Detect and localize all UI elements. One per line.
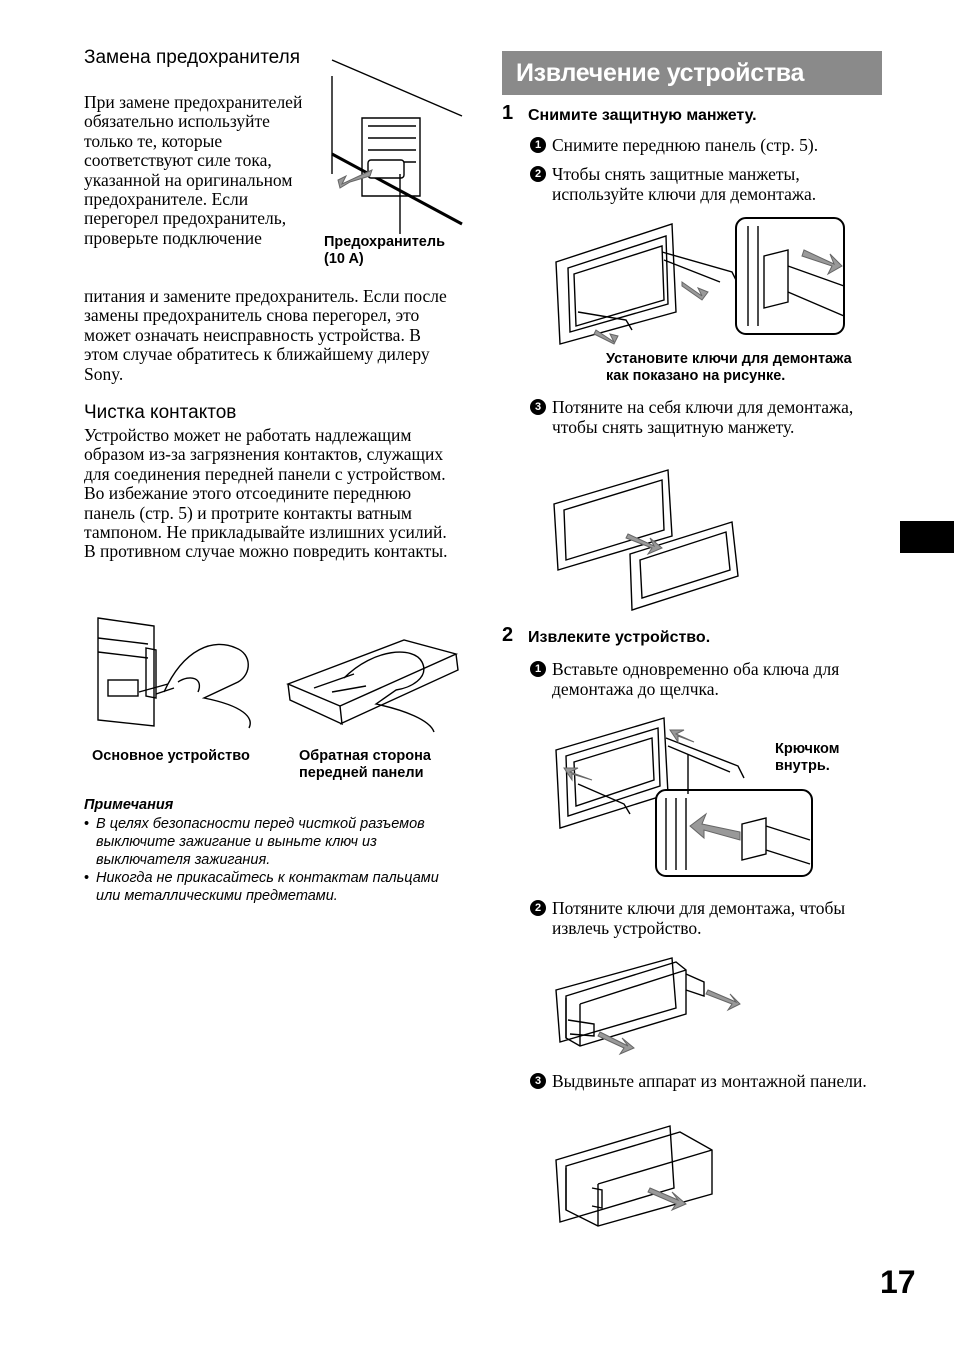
step2-sub2-number: 2 — [530, 900, 546, 916]
step1-sub3 — [530, 397, 875, 437]
notes-title: Примечания — [84, 797, 174, 813]
slide-out-unit-illustration — [552, 1124, 722, 1226]
step1-number: 1 — [502, 102, 514, 124]
section-tab — [900, 521, 954, 553]
step2-sub2-text: Потяните ключи для демонтажа, чтобы извлечь устройство. — [552, 898, 846, 938]
notes-item-2-text: Никогда не прикасайтесь к контактам пальцами или металлическими предметами. — [96, 870, 439, 904]
step1-sub1-text: Снимите переднюю панель (стр. 5). — [552, 135, 819, 155]
step1-sub3-number: 3 — [530, 399, 546, 415]
step1-sub2 — [530, 164, 880, 204]
hook-caption-2: внутрь. — [775, 758, 830, 774]
notes-item-1-text: В целях безопасности перед чисткой разъемов выключите зажигание и выньте ключ из выключателя зажигания. — [96, 816, 425, 868]
keys-insert-illustration — [552, 216, 852, 346]
front-panel-back-caption-2: передней панели — [299, 765, 424, 781]
contacts-heading: Чистка контактов — [84, 402, 237, 423]
step2-number: 2 — [502, 624, 514, 646]
keys-caption-2: как показано на рисунке. — [606, 368, 786, 384]
hook-caption-1: Крючком — [775, 741, 840, 757]
step1-sub1-number: 1 — [530, 137, 546, 153]
step2-sub3 — [530, 1071, 875, 1091]
notes-item-1: • В целях безопасности перед чисткой разъемов выключите зажигание и выньте ключ из выключателя зажигания. — [84, 815, 464, 869]
step1-sub3-text: Потяните на себя ключи для демонтажа, чтобы снять защитную манжету. — [552, 397, 854, 437]
fuse-caption-1: Предохранитель — [324, 234, 445, 250]
step1-sub2-number: 2 — [530, 166, 546, 182]
page-number: 17 — [880, 1264, 916, 1300]
step2-sub3-text: Выдвиньте аппарат из монтажной панели. — [552, 1071, 867, 1091]
fuse-heading: Замена предохранителя — [84, 47, 300, 68]
step2-sub1-text: Вставьте одновременно оба ключа для демонтажа до щелчка. — [552, 659, 840, 699]
fuse-illustration — [320, 56, 470, 236]
step2-sub1 — [530, 659, 875, 699]
notes-item-2: • Никогда не прикасайтесь к контактам пальцами или металлическими предметами. — [84, 869, 464, 905]
main-unit-caption: Основное устройство — [92, 748, 250, 764]
step1-title: Снимите защитную манжету. — [528, 107, 757, 124]
fuse-caption-2: (10 A) — [324, 251, 364, 267]
front-panel-back-caption-1: Обратная сторона — [299, 748, 431, 764]
step2-sub1-number: 1 — [530, 661, 546, 677]
keys-caption-1: Установите ключи для демонтажа — [606, 351, 852, 367]
front-panel-back-cleaning-illustration — [284, 628, 464, 733]
fuse-paragraph-narrow: При замене предохранителей обязательно используйте только те, которые соответствуют силе тока, указанной на оригинальном предохранителе. Если перегорел предохранитель, проверьте подключение — [84, 92, 303, 248]
contacts-paragraph: Устройство может не работать надлежащим образом из-за загрязнения контактов, служащих для соединения передней панели с устройством. Во избежание этого отсоедините переднюю панель (стр. 5) и протрите контакты ватным тампоном. Не прикладывайте излишних усилий. В противном случае можно повредить контакты. — [84, 425, 448, 562]
sleeve-removal-illustration — [550, 466, 750, 616]
pull-keys-illustration — [552, 954, 747, 1059]
step1-sub1 — [530, 135, 880, 155]
step2-title: Извлеките устройство. — [528, 629, 711, 646]
step2-sub2 — [530, 898, 875, 938]
step1-sub2-text: Чтобы снять защитные манжеты, используйте ключи для демонтажа. — [552, 164, 817, 204]
removal-banner: Извлечение устройства — [502, 51, 882, 95]
keys-insert-click-illustration — [552, 714, 817, 880]
fuse-paragraph-wide: питания и замените предохранитель. Если после замены предохранитель снова перегорел, это может означать неисправность устройства. В этом случае обратитесь к ближайшему дилеру Sony. — [84, 286, 447, 384]
main-unit-cleaning-illustration — [94, 608, 264, 733]
step2-sub3-number: 3 — [530, 1073, 546, 1089]
